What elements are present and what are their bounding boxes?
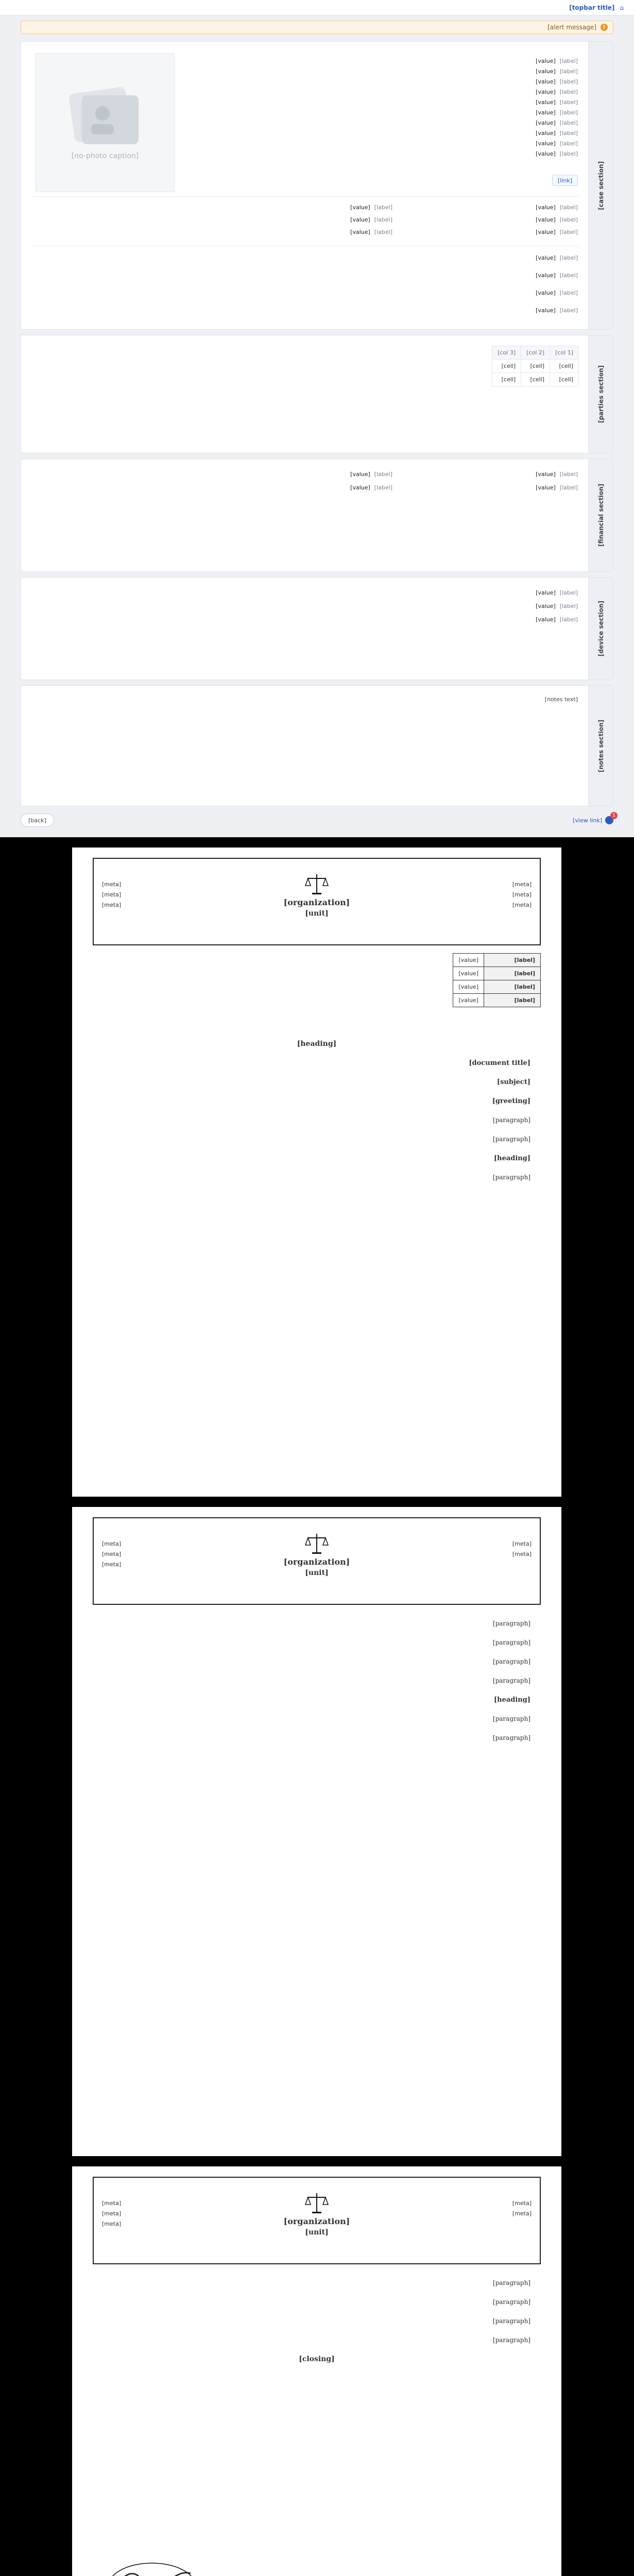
- device-row: [label] [value]: [536, 603, 578, 609]
- warning-icon: !: [601, 24, 608, 31]
- document-subject: [subject]: [496, 1078, 530, 1086]
- divider: [30, 196, 579, 197]
- device-row: [label] [value]: [536, 616, 578, 623]
- paragraph: [paragraph]: [492, 1734, 530, 1741]
- notification-badge: 1: [610, 812, 618, 819]
- handwritten-signature: [103, 2558, 201, 2576]
- topbar-title: [topbar title]: [569, 4, 615, 11]
- financial-side-label: [financial section]: [588, 459, 613, 571]
- paragraph: [paragraph]: [492, 1658, 530, 1665]
- device-row: [label] [value]: [536, 589, 578, 596]
- financial-row: [label] [value]: [536, 471, 578, 478]
- image-placeholder-icon: [66, 85, 144, 147]
- header-meta-right: [meta] [meta]: [512, 2200, 532, 2217]
- header-meta-left: [meta] [meta] [meta]: [102, 1540, 122, 1568]
- app-shell: [0, 0, 634, 837]
- paragraph: [paragraph]: [492, 2298, 530, 2306]
- header-meta-right: [meta] [meta]: [512, 1540, 532, 1557]
- notes-text: [notes text]: [544, 696, 578, 703]
- greeting: [greeting]: [492, 1097, 530, 1105]
- financial-row: [label] [value]: [350, 471, 392, 478]
- basmala: [heading]: [297, 1040, 337, 1048]
- extra-row: [label] [value]: [536, 290, 578, 296]
- document-title: [document title]: [469, 1059, 530, 1067]
- info-row: [label] [value]: [536, 150, 578, 157]
- view-link[interactable]: 1 [view link]: [573, 816, 613, 824]
- page-3-body: [103, 2277, 530, 2372]
- page-2-body: [103, 1618, 530, 1751]
- extra-row: [label] [value]: [536, 255, 578, 261]
- paragraph: [paragraph]: [492, 2279, 530, 2286]
- photo-placeholder: [36, 53, 175, 192]
- alert-banner: [21, 21, 613, 34]
- closing-line: [closing]: [299, 2355, 335, 2363]
- table-row: [cell] [cell] [cell]: [492, 373, 579, 386]
- document-page-1: [72, 848, 561, 1497]
- info-row: [label] [value]: [536, 140, 578, 147]
- scales-of-justice-icon: [305, 2191, 329, 2215]
- alert-text: [alert message]: [547, 24, 596, 31]
- header-center: [organization] [unit]: [94, 1532, 540, 1577]
- info-row: [label] [value]: [536, 99, 578, 106]
- paragraph: [paragraph]: [492, 1639, 530, 1646]
- parties-table: [492, 346, 579, 386]
- section-heading: [heading]: [493, 1696, 530, 1704]
- paragraph: [paragraph]: [492, 1116, 530, 1124]
- header-meta-right: [meta] [meta] [meta]: [512, 881, 532, 908]
- page-header: [93, 2177, 541, 2264]
- case-info-side-label: [case section]: [588, 42, 613, 329]
- notes-side-label: [notes section]: [588, 686, 613, 806]
- device-section: [21, 577, 613, 680]
- home-icon[interactable]: ⌂: [620, 4, 624, 11]
- paragraph: [paragraph]: [492, 1620, 530, 1627]
- column-header: [col 2]: [521, 346, 550, 360]
- header-center: [organization] [unit]: [94, 2191, 540, 2236]
- extra-row: [label] [value]: [536, 272, 578, 279]
- parties-section: [21, 335, 613, 453]
- paragraph: [paragraph]: [492, 2317, 530, 2325]
- info-row: [label] [value]: [536, 78, 578, 85]
- grid-item: [label] [value]: [350, 204, 392, 211]
- header-meta-left: [meta] [meta] [meta]: [102, 881, 122, 908]
- photo-caption: [no-photo caption]: [71, 152, 139, 160]
- section-heading: [heading]: [493, 1155, 530, 1162]
- scales-of-justice-icon: [305, 1532, 329, 1555]
- header-meta-left: [meta] [meta] [meta]: [102, 2200, 122, 2227]
- grid-item: [label] [value]: [536, 216, 578, 223]
- info-row: [label] [value]: [536, 109, 578, 116]
- notes-section: [21, 685, 613, 806]
- financial-row: [label] [value]: [536, 484, 578, 491]
- document-viewer: [0, 837, 634, 2576]
- info-row: [label] [value]: [536, 130, 578, 137]
- notification-icon[interactable]: [605, 813, 615, 824]
- info-row: [label] [value]: [536, 68, 578, 75]
- device-side-label: [device section]: [588, 578, 613, 680]
- column-header: [col 1]: [550, 346, 579, 360]
- signature-block: [98, 2558, 201, 2576]
- unit-name: [unit]: [305, 909, 329, 918]
- info-row: [label] [value]: [536, 89, 578, 95]
- page-header: [93, 1517, 541, 1605]
- page-1-body: [103, 1038, 530, 1191]
- document-page-3: [72, 2166, 561, 2576]
- column-header: [col 3]: [492, 346, 521, 360]
- paragraph: [paragraph]: [492, 1715, 530, 1722]
- back-button[interactable]: [back]: [21, 814, 54, 827]
- grid-item: [label] [value]: [350, 216, 392, 223]
- financial-section: [21, 459, 613, 572]
- info-row: [label] [value]: [536, 58, 578, 64]
- financial-row: [label] [value]: [350, 484, 392, 491]
- paragraph: [paragraph]: [492, 1136, 530, 1143]
- info-row: [label] [value]: [536, 120, 578, 126]
- table-row: [cell] [cell] [cell]: [492, 360, 579, 373]
- scales-of-justice-icon: [305, 872, 329, 896]
- footer-actions: [21, 811, 613, 829]
- report-info-table: [label] [value] [label] [value] [label] [value] [label] [value]: [453, 953, 541, 1007]
- paragraph: [paragraph]: [492, 2336, 530, 2344]
- case-info-section: [21, 41, 613, 330]
- grid-item: [label] [value]: [536, 204, 578, 211]
- grid-item: [label] [value]: [536, 229, 578, 235]
- grid-item: [label] [value]: [350, 229, 392, 235]
- related-link-button[interactable]: [link]: [552, 175, 578, 186]
- page-header: [93, 858, 541, 945]
- paragraph: [paragraph]: [492, 1677, 530, 1684]
- org-name: [organization]: [283, 897, 350, 907]
- header-center: [94, 872, 540, 918]
- document-page-2: [72, 1507, 561, 2156]
- paragraph: [paragraph]: [492, 1174, 530, 1181]
- parties-side-label: [parties section]: [588, 335, 613, 453]
- top-bar: [0, 0, 634, 15]
- extra-row: [label] [value]: [536, 307, 578, 314]
